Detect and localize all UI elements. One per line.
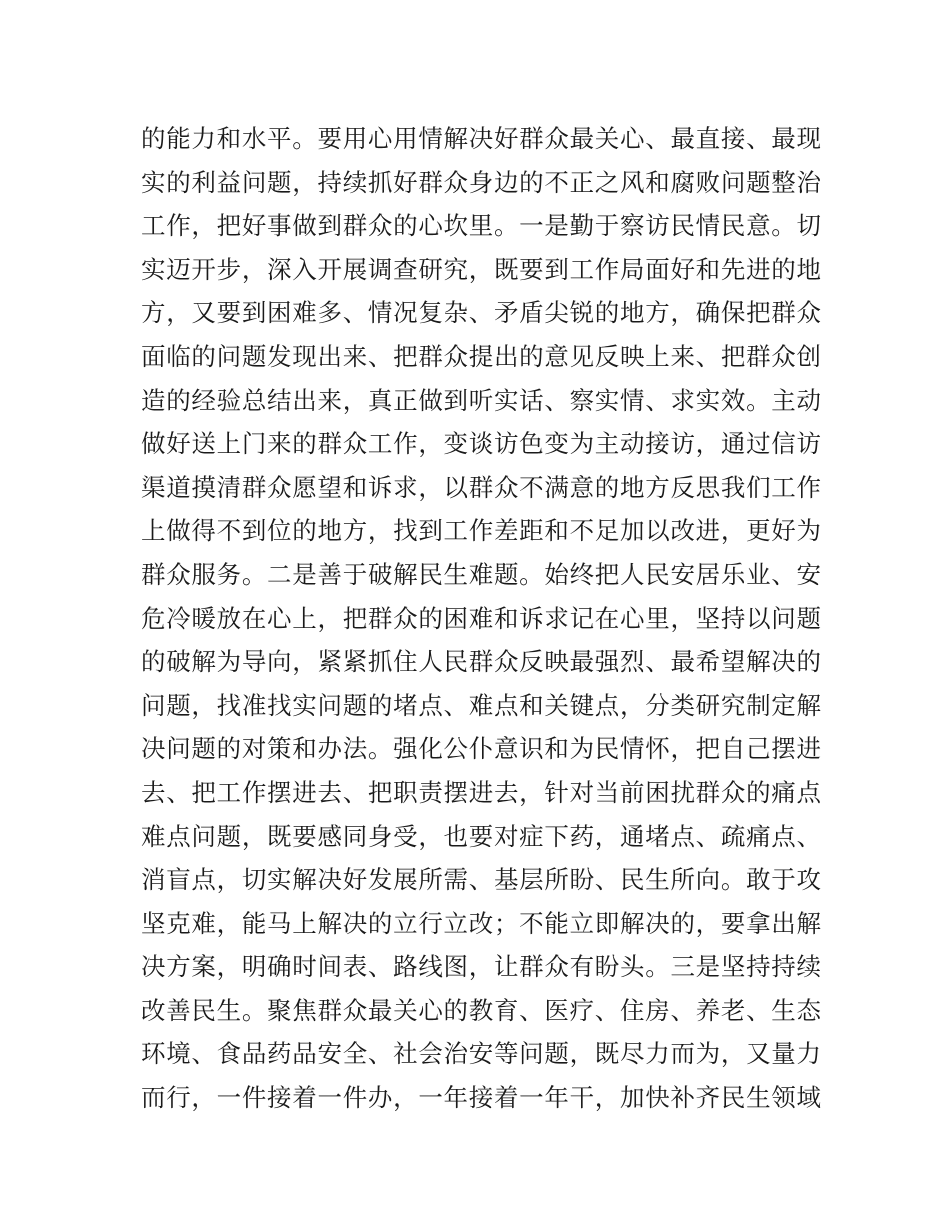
text-line: 去、把工作摆进去、把职责摆进去，针对当前困扰群众的痛点: [141, 777, 821, 807]
text-line: 实迈开步，深入开展调查研究，既要到工作局面好和先进的地: [141, 254, 821, 284]
text-line: 的能力和水平。要用心用情解决好群众最关心、最直接、最现: [141, 124, 821, 153]
text-line: 而行，一件接着一件办，一年接着一年干，加快补齐民生领域: [141, 1083, 821, 1113]
text-line: 面临的问题发现出来、把群众提出的意见反映上来、把群众创: [141, 341, 821, 371]
text-line: 实的利益问题，持续抓好群众身边的不正之风和腐败问题整治: [141, 167, 821, 197]
text-line: 消盲点，切实解决好发展所需、基层所盼、民生所向。敢于攻: [141, 865, 821, 895]
text-line: 危冷暖放在心上，把群众的困难和诉求记在心里，坚持以问题: [141, 603, 821, 633]
text-line: 群众服务。二是善于破解民生难题。始终把人民安居乐业、安: [141, 559, 821, 589]
text-line: 的破解为导向，紧紧抓住人民群众反映最强烈、最希望解决的: [141, 647, 821, 677]
text-line: 方，又要到困难多、情况复杂、矛盾尖锐的地方，确保把群众: [141, 298, 821, 328]
body-paragraph: [141, 117, 821, 1120]
text-line: 决问题的对策和办法。强化公仆意识和为民情怀，把自己摆进: [141, 734, 821, 764]
text-line: 改善民生。聚焦群众最关心的教育、医疗、住房、养老、生态: [141, 995, 821, 1025]
text-line: 决方案，明确时间表、路线图，让群众有盼头。三是坚持持续: [141, 952, 821, 982]
text-line: 工作，把好事做到群众的心坎里。一是勤于察访民情民意。切: [141, 211, 821, 241]
text-line: 上做得不到位的地方，找到工作差距和不足加以改进，更好为: [141, 516, 821, 546]
text-line: 造的经验总结出来，真正做到听实话、察实情、求实效。主动: [141, 385, 821, 415]
text-line: 难点问题，既要感同身受，也要对症下药，通堵点、疏痛点、: [141, 821, 821, 851]
text-line: 做好送上门来的群众工作，变谈访色变为主动接访，通过信访: [141, 429, 821, 459]
text-line: 环境、食品药品安全、社会治安等问题，既尽力而为，又量力: [141, 1039, 821, 1069]
text-line: 问题，找准找实问题的堵点、难点和关键点，分类研究制定解: [141, 690, 821, 720]
text-line: 渠道摸清群众愿望和诉求，以群众不满意的地方反思我们工作: [141, 472, 821, 502]
text-line: 坚克难，能马上解决的立行立改；不能立即解决的，要拿出解: [141, 908, 821, 938]
